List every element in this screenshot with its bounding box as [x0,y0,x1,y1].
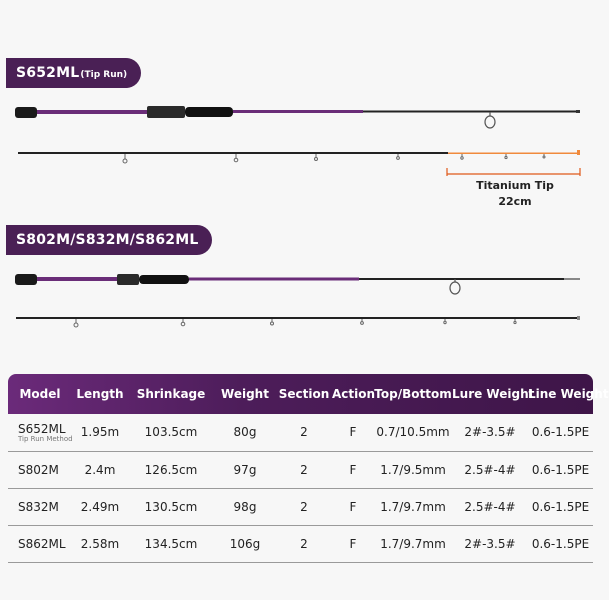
cell-weight: 80g [233,425,257,440]
cell-action: F [349,425,357,440]
tip-label-length: 22cm [498,195,532,208]
cell-model [8,525,72,562]
cell-length: 2.49m [80,499,120,514]
rod-s652ml-tip-image [0,146,600,168]
model-sub-label: Tip Run Method [18,434,73,443]
table-row [8,451,593,488]
header-length: Length [76,387,124,401]
badge-sub-label: (Tip Run) [80,69,128,80]
cell-model [8,451,72,488]
table-row [8,525,593,562]
cell-shrinkage: 130.5cm [144,499,198,514]
spec-table [8,374,609,563]
model-name: S862ML [18,536,66,551]
cell-weight: 97g [233,462,257,477]
section-badge-s802m [6,225,212,255]
cell-top-bottom: 0.7/10.5mm [376,425,450,440]
cell-shrinkage: 126.5cm [144,462,198,477]
rod-s802m-tip-image [0,312,600,332]
cell-section: 2 [300,536,308,551]
table-header-row [8,374,593,414]
header-top-bottom: Top/Bottom [374,387,452,401]
cell-top-bottom: 1.7/9.7mm [380,499,446,514]
badge-model-label: S652ML [16,65,80,81]
cell-lure-weight: 2#-3.5# [464,425,516,440]
header-lure-weight: Lure Weight [452,387,535,401]
model-name: S802M [18,462,59,477]
section-badge-s652ml [6,58,141,88]
table-row [8,414,593,451]
badge-model-label: S802M/S832M/S862ML [16,232,199,248]
cell-action: F [349,462,357,477]
cell-line-weight: 0.6-1.5PE [531,462,590,477]
table-row [8,488,593,525]
cell-shrinkage: 134.5cm [144,536,198,551]
cell-model [8,414,72,451]
cell-line-weight: 0.6-1.5PE [531,536,590,551]
header-shrinkage: Shrinkage [136,387,206,401]
header-section: Section [278,387,330,401]
header-model: Model [19,387,61,401]
cell-shrinkage: 103.5cm [144,425,198,440]
tip-label [470,178,560,210]
cell-action: F [349,536,357,551]
cell-top-bottom: 1.7/9.7mm [380,536,446,551]
cell-weight: 106g [229,536,261,551]
model-name: S832M [18,499,59,514]
cell-length: 2.58m [80,536,120,551]
rod-s652ml-butt-image [0,100,600,130]
cell-length: 2.4m [84,462,116,477]
rod-s802m-butt-image [0,268,600,298]
cell-section: 2 [300,425,308,440]
header-weight: Weight [221,387,269,401]
model-name: S652ML [18,421,66,436]
cell-lure-weight: 2#-3.5# [464,536,516,551]
cell-lure-weight: 2.5#-4# [464,499,516,514]
cell-weight: 98g [233,499,257,514]
cell-action: F [349,499,357,514]
header-action: Action [332,387,376,401]
cell-lure-weight: 2.5#-4# [464,462,516,477]
cell-section: 2 [300,462,308,477]
cell-length: 1.95m [80,425,120,440]
cell-line-weight: 0.6-1.5PE [531,499,590,514]
cell-model [8,488,72,525]
header-line-weight: Line Weight [528,387,609,401]
cell-line-weight: 0.6-1.5PE [531,425,590,440]
cell-section: 2 [300,499,308,514]
tip-label-title: Titanium Tip [476,179,554,192]
cell-top-bottom: 1.7/9.5mm [380,462,446,477]
